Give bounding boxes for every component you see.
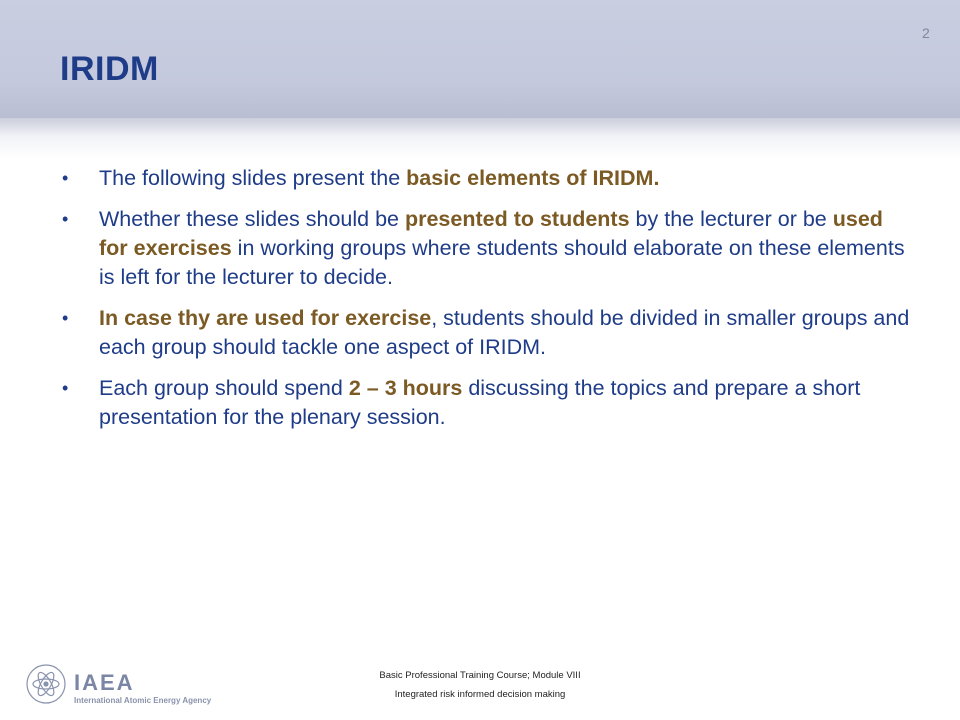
body-text: , students should be divided in smaller groups and each group should tackle one aspect of IRIDM. [99,306,910,359]
body-text: The following slides present the [99,166,407,190]
bullet-text [99,166,659,190]
highlight-text: basic elements of IRIDM. [406,166,660,190]
body-text: in working groups where students should elaborate on these elements is left for the lecturer to decide. [99,236,905,289]
footer-course-line: Basic Professional Training Course; Module VIII [379,670,581,681]
bullet-list [62,164,912,444]
body-text: by the lecturer or be [629,207,833,231]
bullet-dot-icon: • [62,168,69,188]
logo-text: IAEA [74,670,135,695]
highlight-text: used for exercises [99,207,883,260]
body-text: discussing the topics and prepare a short presentation for the plenary session. [99,376,861,429]
bullet-dot-icon: • [62,209,69,229]
bullet-text [99,207,905,289]
bullet-dot-icon: • [62,378,69,398]
bullet-item [62,304,912,362]
footer-topic-line: Integrated risk informed decision making [394,689,566,700]
body-text: Each group should spend [99,376,349,400]
highlight-text: presented to students [404,207,630,231]
highlight-text: In case thy are used for exercise [99,306,432,330]
iaea-logo [20,660,240,710]
bullet-item [62,374,912,432]
atom-emblem-icon [27,665,65,703]
slide-title: IRIDM [60,50,159,88]
highlight-text: 2 – 3 hours [348,376,463,400]
bullet-text [99,306,909,359]
bullet-item [62,205,912,292]
logo-subtext: International Atomic Energy Agency [74,696,212,705]
bullet-dot-icon: • [62,308,69,328]
header-shadow [0,118,960,158]
bullet-item [62,164,912,193]
bullet-text [99,376,860,429]
body-text: Whether these slides should be [99,207,405,231]
page-number: 2 [922,25,930,41]
